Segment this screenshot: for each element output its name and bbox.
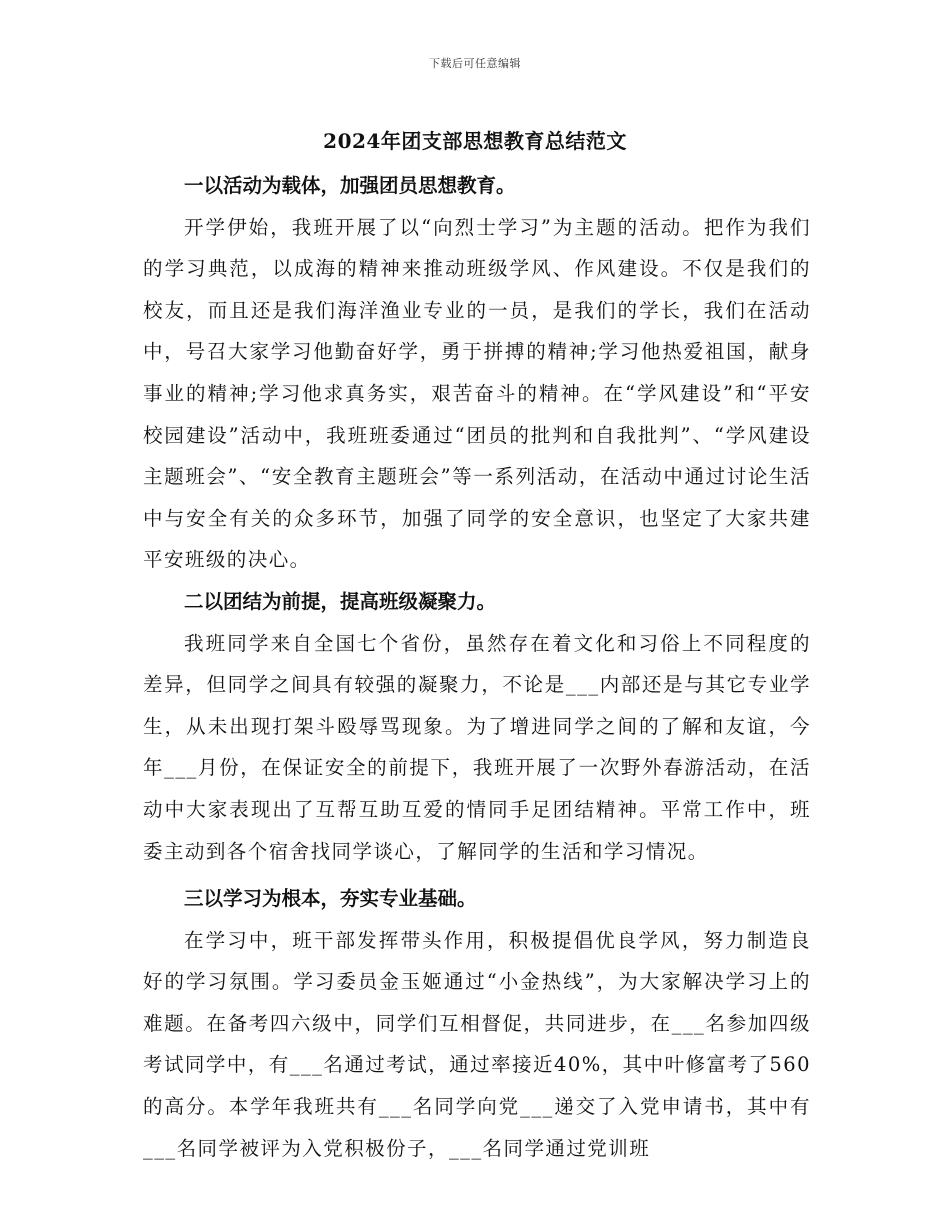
section-heading-2: 二以团结为前提，提高班级凝聚力。 (184, 589, 497, 613)
section-paragraph-2: 我班同学来自全国七个省份，虽然存在着文化和习俗上不同程度的差异，但同学之间具有较强的凝聚力，不论是___内部还是与其它专业学生，从未出现打架斗殴辱骂现象。为了增进同学之间的了解和友谊，今年___月份，在保证安全的前提下，我班开展了一次野外春游活动，在活动中大家表现出了互帮互助互爱的情同手足团结精神。平常工作中，班委主动到各个宿舍找同学谈心，了解同学的生活和学习情况。 (143, 631, 811, 863)
page-header-note: 下载后可任意编辑 (429, 57, 521, 70)
section-paragraph-3: 在学习中，班干部发挥带头作用，积极提倡优良学风，努力制造良好的学习氛围。学习委员金玉姬通过“小金热线”，为大家解决学习上的难题。在备考四六级中，同学们互相督促，共同进步，在___名参加四级考试同学中，有___名通过考试，通过率接近40%，其中叶修富考了560的高分。本学年我班共有___名同学向党___递交了入党申请书，其中有___名同学被评为入党积极份子，___名同学通过党训班 (143, 928, 811, 1160)
section-paragraph-1: 开学伊始，我班开展了以“向烈士学习”为主题的活动。把作为我们的学习典范，以成海的精神来推动班级学风、作风建设。不仅是我们的校友，而且还是我们海洋渔业专业的一员，是我们的学长，我们在活动中，号召大家学习他勤奋好学，勇于拼搏的精神;学习他热爱祖国，献身事业的精神;学习他求真务实，艰苦奋斗的精神。在“学风建设”和“平安校园建设”活动中，我班班委通过“团员的批判和自我批判”、“学风建设主题班会”、“安全教育主题班会”等一系列活动，在活动中通过讨论生活中与安全有关的众多环节，加强了同学的安全意识，也坚定了大家共建平安班级的决心。 (143, 215, 811, 572)
section-heading-3: 三以学习为根本，夯实专业基础。 (184, 887, 477, 911)
section-heading-1: 一以活动为载体，加强团员思想教育。 (184, 174, 516, 197)
document-body (143, 165, 811, 1169)
document-title: 2024年团支部思想教育总结范文 (323, 129, 627, 153)
